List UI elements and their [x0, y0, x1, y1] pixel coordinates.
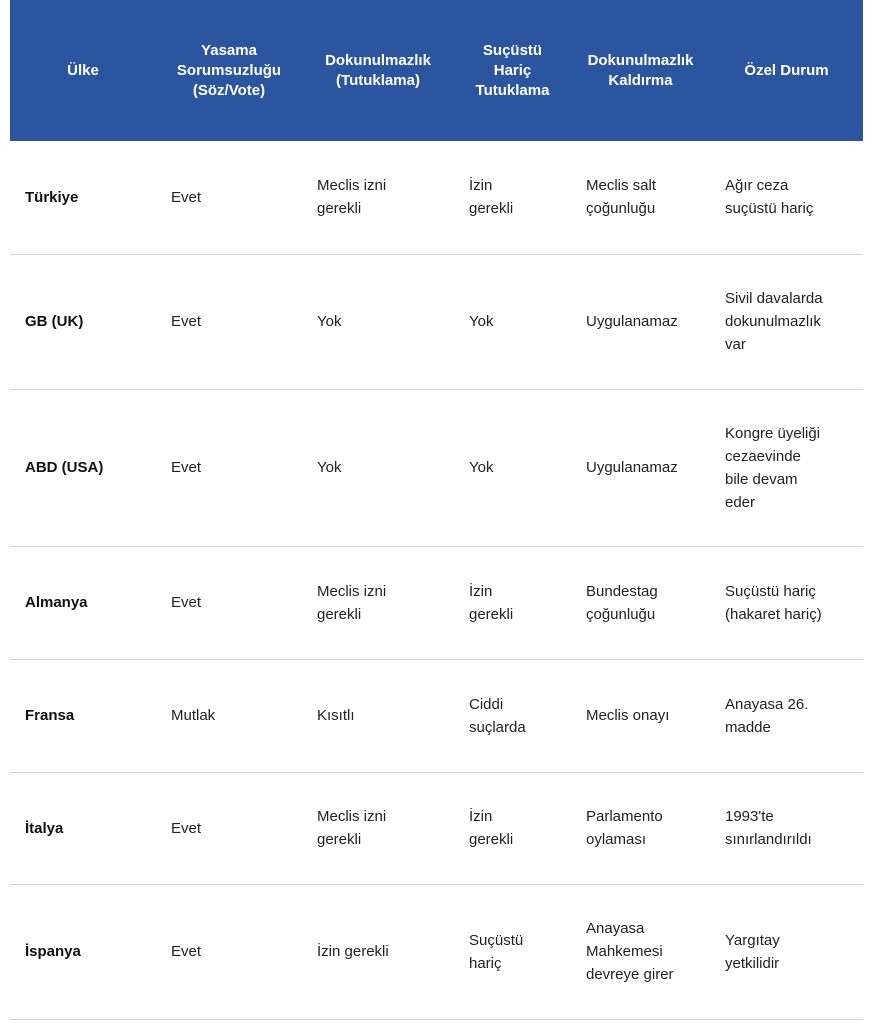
header-country: Ülke — [67, 61, 99, 79]
cell-immunity-lifting: Uygulanamaz — [571, 389, 710, 546]
cell-country: Almanya — [10, 546, 156, 659]
cell-country: Fransa — [10, 659, 156, 772]
cell-special-case: Sivil davalarda dokunulmazlık var — [710, 254, 863, 389]
cell-special-case: Anayasa 26. madde — [710, 659, 863, 772]
table-row — [10, 659, 863, 772]
cell-legislative-non-liability: Evet — [156, 254, 302, 389]
header-immunity-arrest: Dokunulmazlık (Tutuklama) — [325, 51, 431, 89]
cell-immunity-lifting: Bundestag çoğunluğu — [571, 546, 710, 659]
cell-country: Türkiye — [10, 141, 156, 254]
immunity-comparison-table — [10, 0, 863, 1020]
header-special-case: Özel Durum — [744, 61, 829, 79]
cell-legislative-non-liability: Evet — [156, 772, 302, 884]
cell-immunity-arrest: Meclis izni gerekli — [302, 772, 454, 884]
cell-special-case: Ağır ceza suçüstü hariç — [710, 141, 863, 254]
cell-arrest-except-flagrante: Ciddi suçlarda — [454, 659, 571, 772]
cell-immunity-lifting: Meclis salt çoğunluğu — [571, 141, 710, 254]
cell-arrest-except-flagrante: İzin gerekli — [454, 141, 571, 254]
table-row — [10, 254, 863, 389]
header-arrest-except-flagrante: Suçüstü Hariç Tutuklama — [475, 41, 550, 99]
cell-legislative-non-liability: Evet — [156, 546, 302, 659]
header-immunity-lifting: Dokunulmazlık Kaldırma — [587, 51, 694, 89]
cell-legislative-non-liability: Evet — [156, 389, 302, 546]
cell-arrest-except-flagrante: Yok — [454, 389, 571, 546]
table-row — [10, 772, 863, 884]
cell-immunity-lifting: Uygulanamaz — [571, 254, 710, 389]
cell-country: İtalya — [10, 772, 156, 884]
cell-immunity-lifting: Anayasa Mahkemesi devreye girer — [571, 884, 710, 1019]
cell-country: İspanya — [10, 884, 156, 1019]
cell-special-case: Kongre üyeliği cezaevinde bile devam eder — [710, 389, 863, 546]
cell-immunity-arrest: Yok — [302, 389, 454, 546]
cell-special-case: Yargıtay yetkilidir — [710, 884, 863, 1019]
header-row — [10, 0, 863, 141]
cell-immunity-lifting: Parlamento oylaması — [571, 772, 710, 884]
cell-country: ABD (USA) — [10, 389, 156, 546]
table-row — [10, 546, 863, 659]
cell-immunity-arrest: Meclis izni gerekli — [302, 141, 454, 254]
cell-immunity-lifting: Meclis onayı — [571, 659, 710, 772]
cell-legislative-non-liability: Evet — [156, 141, 302, 254]
table-header — [10, 0, 863, 141]
table-row — [10, 884, 863, 1019]
cell-arrest-except-flagrante: İzin gerekli — [454, 772, 571, 884]
cell-immunity-arrest: Meclis izni gerekli — [302, 546, 454, 659]
cell-legislative-non-liability: Evet — [156, 884, 302, 1019]
cell-country: GB (UK) — [10, 254, 156, 389]
cell-special-case: Suçüstü hariç (hakaret hariç) — [710, 546, 863, 659]
table-body — [10, 141, 863, 1019]
cell-arrest-except-flagrante: İzin gerekli — [454, 546, 571, 659]
cell-arrest-except-flagrante: Suçüstü hariç — [454, 884, 571, 1019]
comparison-table-container — [10, 0, 863, 1020]
cell-arrest-except-flagrante: Yok — [454, 254, 571, 389]
cell-special-case: 1993'te sınırlandırıldı — [710, 772, 863, 884]
cell-immunity-arrest: İzin gerekli — [302, 884, 454, 1019]
cell-immunity-arrest: Kısıtlı — [302, 659, 454, 772]
cell-immunity-arrest: Yok — [302, 254, 454, 389]
table-row — [10, 389, 863, 546]
header-legislative-non-liability: Yasama Sorumsuzluğu (Söz/Vote) — [176, 41, 282, 99]
table-row — [10, 141, 863, 254]
cell-legislative-non-liability: Mutlak — [156, 659, 302, 772]
